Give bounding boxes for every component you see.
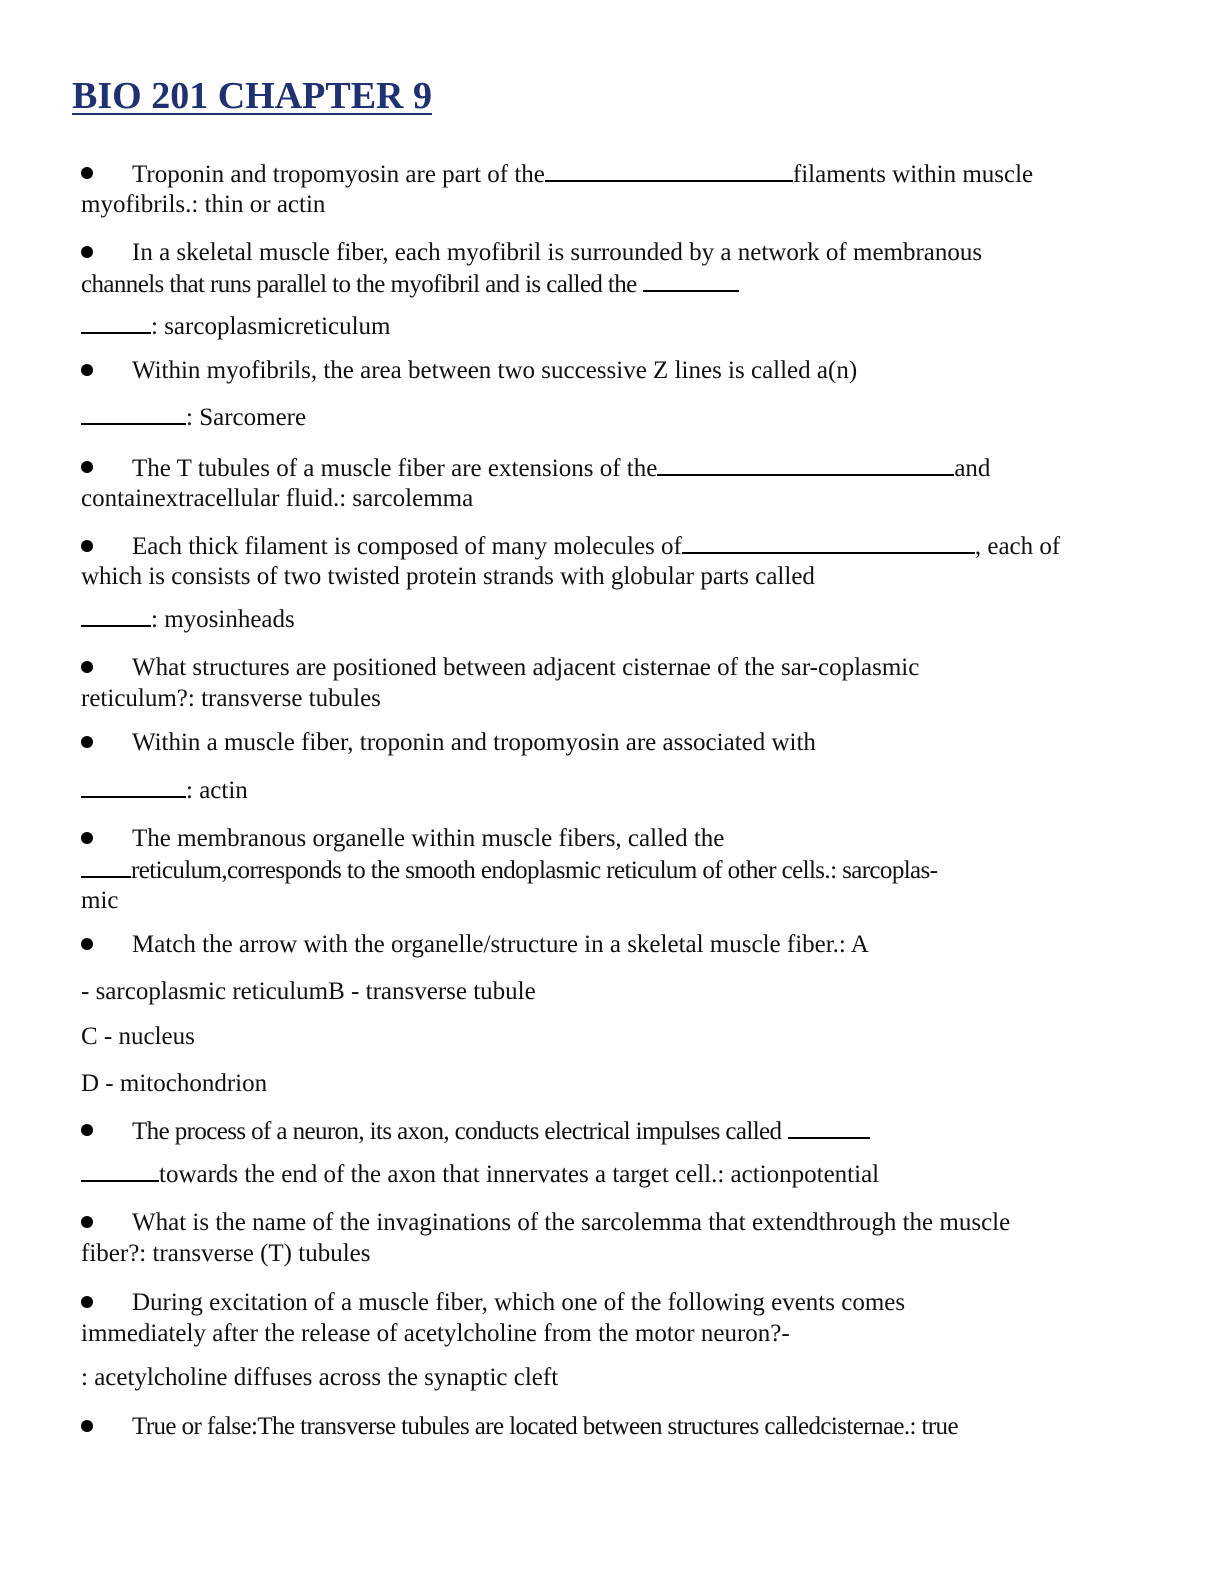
question-12-line-1: During excitation of a muscle fiber, which one of the following events comes: [132, 1289, 906, 1316]
question-4-text-a: The T tubules of a muscle fiber are extensions of the: [132, 455, 658, 482]
fill-in-blank: [81, 401, 186, 425]
question-13-line-1: [132, 1411, 958, 1442]
question-10-line-1: [132, 1115, 870, 1147]
bullet-icon: [81, 1124, 93, 1136]
question-1-line-2: myofibrils.: thin or actin: [81, 191, 326, 218]
question-6-line-2: reticulum?: transverse tubules: [81, 685, 381, 712]
question-7-line-2: [81, 774, 248, 806]
question-10-text: The process of a neuron, its axon, conducts electrical impulses called: [132, 1118, 782, 1145]
question-5-text-b: , each of: [974, 533, 1061, 560]
fill-in-blank: [788, 1115, 870, 1139]
question-4-line-1: [132, 452, 990, 484]
question-3-line-1: Within myofibrils, the area between two successive Z lines is called a(n): [132, 357, 858, 384]
bullet-icon: [81, 1216, 93, 1228]
question-2-line-2: [81, 268, 739, 300]
question-12-line-2: immediately after the release of acetylcholine from the motor neuron?-: [81, 1320, 790, 1347]
question-5-text-a: Each thick filament is composed of many molecules of: [132, 533, 682, 560]
question-2-line-3: [81, 310, 391, 342]
question-11-line-1: What is the name of the invaginations of the sarcolemma that extendthrough the muscle: [132, 1209, 1011, 1236]
question-9-line-3: C - nucleus: [81, 1023, 195, 1050]
question-10-answer: towards the end of the axon that innervates a target cell.: actionpotential: [159, 1161, 880, 1188]
fill-in-blank: [81, 603, 151, 627]
question-1-text-b: filaments within muscle: [792, 161, 1034, 188]
bullet-icon: [81, 167, 93, 179]
question-13-text: True or false:The transverse tubules are located between structures calledcisternae.: true: [132, 1413, 958, 1440]
bullet-icon: [81, 246, 93, 258]
bullet-icon: [81, 1420, 93, 1432]
fill-in-blank: [81, 774, 186, 798]
fill-in-blank: [81, 1158, 159, 1182]
question-3-answer: : Sarcomere: [186, 404, 307, 431]
question-1-line-1: [132, 158, 1033, 190]
bullet-icon: [81, 938, 93, 950]
fill-in-blank: [657, 452, 954, 476]
question-5-line-1: [132, 530, 1060, 562]
bullet-icon: [81, 540, 93, 552]
page-title: BIO 201 CHAPTER 9: [72, 75, 432, 117]
question-8-line-2: [81, 854, 937, 886]
bullet-icon: [81, 661, 93, 673]
question-3-line-2: [81, 401, 306, 433]
question-7-answer: : actin: [186, 777, 248, 804]
question-6-line-1: What structures are positioned between adjacent cisternae of the sar-coplasmic: [132, 654, 920, 681]
bullet-icon: [81, 832, 93, 844]
question-4-text-b: and: [954, 455, 991, 482]
fill-in-blank: [643, 268, 739, 292]
fill-in-blank: [545, 158, 793, 182]
fill-in-blank: [682, 530, 975, 554]
question-5-answer: : myosinheads: [151, 606, 295, 633]
bullet-icon: [81, 364, 93, 376]
question-9-line-1: Match the arrow with the organelle/structure in a skeletal muscle fiber.: A: [132, 931, 869, 958]
question-2-text: channels that runs parallel to the myofibril and is called the: [81, 271, 637, 298]
question-10-line-2: [81, 1158, 879, 1190]
bullet-icon: [81, 461, 93, 473]
question-8-text: reticulum,corresponds to the smooth endoplasmic reticulum of other cells.: sarcoplas-: [131, 857, 938, 884]
bullet-icon: [81, 1296, 93, 1308]
bullet-icon: [81, 736, 93, 748]
question-9-line-4: D - mitochondrion: [81, 1070, 268, 1097]
question-12-line-3: : acetylcholine diffuses across the synaptic cleft: [81, 1364, 559, 1391]
fill-in-blank: [81, 310, 151, 334]
fill-in-blank: [81, 854, 131, 878]
question-8-line-1: The membranous organelle within muscle fibers, called the: [132, 825, 725, 852]
question-5-line-2: which is consists of two twisted protein strands with globular parts called: [81, 563, 815, 590]
question-5-line-3: [81, 603, 295, 635]
question-8-line-3: mic: [81, 887, 119, 914]
question-2-line-1: In a skeletal muscle fiber, each myofibril is surrounded by a network of membranous: [132, 239, 983, 266]
question-7-line-1: Within a muscle fiber, troponin and tropomyosin are associated with: [132, 729, 816, 756]
question-1-text-a: Troponin and tropomyosin are part of the: [132, 161, 545, 188]
question-2-answer: : sarcoplasmicreticulum: [151, 313, 391, 340]
question-4-line-2: containextracellular fluid.: sarcolemma: [81, 485, 474, 512]
question-9-line-2: - sarcoplasmic reticulumB - transverse tubule: [81, 978, 536, 1005]
question-11-line-2: fiber?: transverse (T) tubules: [81, 1240, 371, 1267]
